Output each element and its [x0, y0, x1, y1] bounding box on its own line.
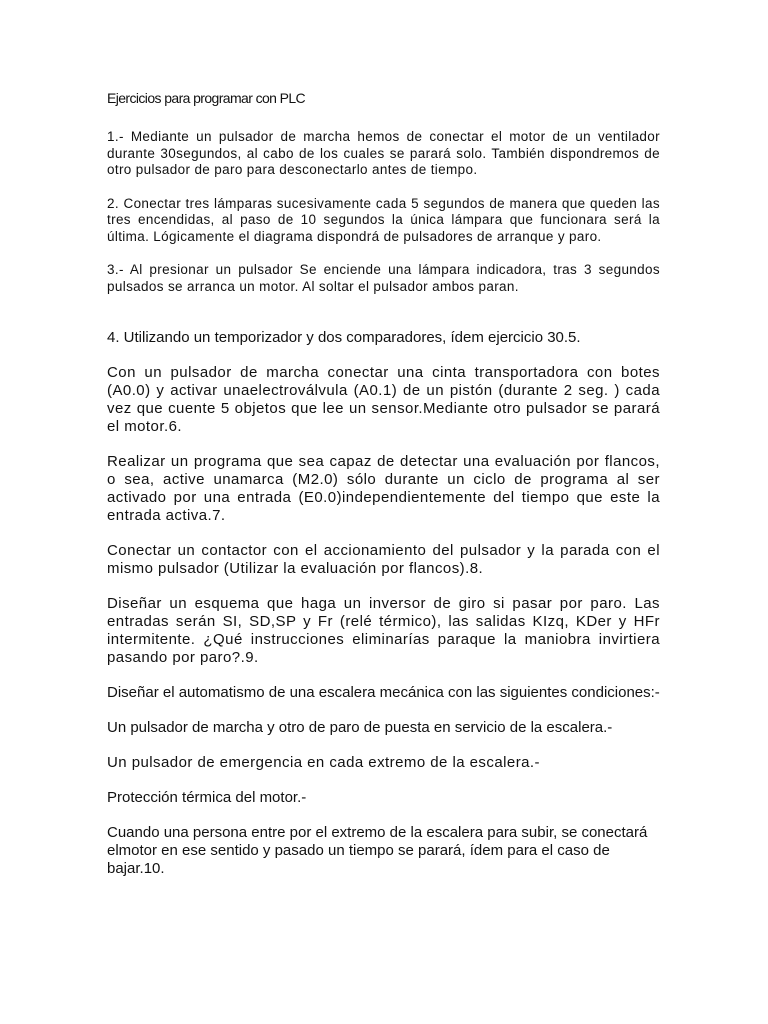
- exercise-5-paragraph: Con un pulsador de marcha conectar una cinta transportadora con botes (A0.0) y activar unaelectroválvula (A0.1) de un pistón (durante 2 seg. ) cada vez que cuente 5 objetos que lee un sensor.Mediante otro pulsador se parará el motor.6.: [107, 364, 660, 435]
- document-body: [107, 90, 660, 895]
- exercise-7-paragraph: Conectar un contactor con el accionamiento del pulsador y la parada con el mismo pulsador (Utilizar la evaluación por flancos).8.: [107, 542, 660, 577]
- exercise-8-paragraph: Diseñar un esquema que haga un inversor de giro si pasar por paro. Las entradas serán SI, SD,SP y Fr (relé térmico), las salidas KIzq, KDer y HFr intermitente. ¿Qué instrucciones eliminarías paraque la maniobra invirtiera pasando por paro?.9.: [107, 595, 660, 666]
- exercise-9-condition-3: Protección térmica del motor.-: [107, 789, 307, 806]
- document-title: Ejercicios para programar con PLC: [107, 90, 306, 106]
- exercise-1-paragraph: 1.- Mediante un pulsador de marcha hemos de conectar el motor de un ventilador durante 30segundos, al cabo de los cuales se parará solo. También dispondremos de otro pulsador de paro para desconectarlo antes de tiempo.: [107, 129, 660, 177]
- exercise-2-paragraph: 2. Conectar tres lámparas sucesivamente cada 5 segundos de manera que queden las tres encendidas, al paso de 10 segundos la única lámpara que funcionara será la última. Lógicamente el diagrama dispondrá de pulsadores de arranque y paro.: [107, 195, 660, 244]
- exercise-6-paragraph: Realizar un programa que sea capaz de detectar una evaluación por flancos, o sea, active unamarca (M2.0) sólo durante un ciclo de programa al ser activado por una entrada (E0.0)independientemente del tiempo que este la entrada activa.7.: [107, 453, 660, 524]
- exercise-9-intro-paragraph: Diseñar el automatismo de una escalera mecánica con las siguientes condiciones:-: [107, 684, 660, 701]
- exercise-9-condition-4: Cuando una persona entre por el extremo de la escalera para subir, se conectará elmotor en ese sentido y pasado un tiempo se parará, ídem para el caso de bajar.10.: [107, 824, 648, 877]
- exercise-9-condition-2: Un pulsador de emergencia en cada extremo de la escalera.-: [107, 754, 540, 771]
- exercise-4-paragraph: 4. Utilizando un temporizador y dos comparadores, ídem ejercicio 30.5.: [107, 329, 581, 346]
- exercise-9-condition-1: Un pulsador de marcha y otro de paro de puesta en servicio de la escalera.-: [107, 719, 613, 736]
- exercise-3-paragraph: 3.- Al presionar un pulsador Se enciende una lámpara indicadora, tras 3 segundos pulsados se arranca un motor. Al soltar el pulsador ambos paran.: [107, 262, 660, 294]
